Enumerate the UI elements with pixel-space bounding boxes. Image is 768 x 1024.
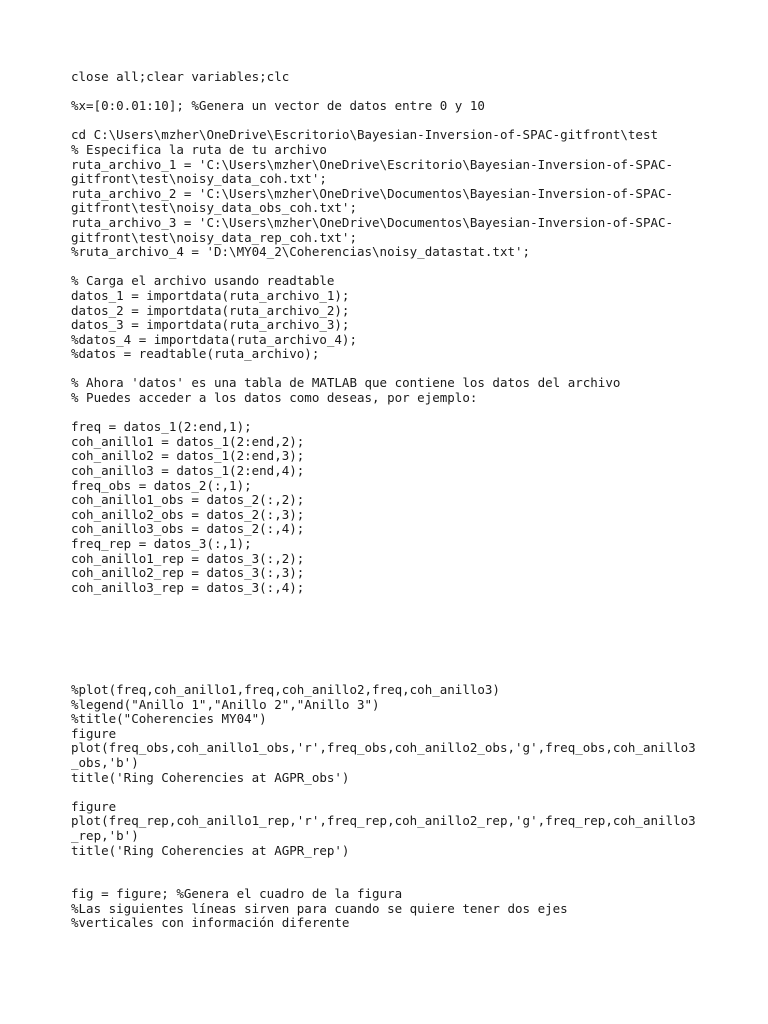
code-line: fig = figure; %Genera el cuadro de la figura xyxy=(71,886,403,902)
code-document xyxy=(71,70,721,931)
code-line: plot(freq_obs,coh_anillo1_obs,'r',freq_obs,coh_anillo2_obs,'g',freq_obs,coh_anillo3 xyxy=(71,740,696,756)
code-line: figure xyxy=(71,798,117,814)
code-line: plot(freq_rep,coh_anillo1_rep,'r',freq_rep,coh_anillo2_rep,'g',freq_rep,coh_anillo3 xyxy=(71,813,696,829)
code-line: freq_rep = datos_3(:,1); xyxy=(71,536,252,551)
comment-line: %legend("Anillo 1","Anillo 2","Anillo 3") xyxy=(71,696,380,712)
comment-line: % Ahora 'datos' es una tabla de MATLAB que contiene los datos del archivo xyxy=(71,375,621,391)
code-line: _obs,'b') xyxy=(71,754,139,770)
code-line: title('Ring Coherencies at AGPR_obs') xyxy=(71,769,350,785)
comment-line: % Carga el archivo usando readtable xyxy=(71,273,335,289)
code-line: coh_anillo2_obs = datos_2(:,3); xyxy=(71,506,305,522)
code-line: coh_anillo1_obs = datos_2(:,2); xyxy=(71,492,305,508)
code-line: ruta_archivo_2 = 'C:\Users\mzher\OneDrive\Documentos\Bayesian-Inversion-of-SPAC- xyxy=(71,185,674,201)
comment-line: %plot(freq,coh_anillo1,freq,coh_anillo2,freq,coh_anillo3) xyxy=(71,681,500,697)
code-line: coh_anillo2_rep = datos_3(:,3); xyxy=(71,565,305,581)
code-line: coh_anillo1 = datos_1(2:end,2); xyxy=(71,433,305,449)
code-line: datos_3 = importdata(ruta_archivo_3); xyxy=(71,317,350,333)
code-line: title('Ring Coherencies at AGPR_rep') xyxy=(71,842,350,858)
comment-line: % Puedes acceder a los datos como deseas, por ejemplo: xyxy=(71,390,478,406)
code-line: gitfront\test\noisy_data_coh.txt'; xyxy=(71,171,327,187)
comment-line: %datos = readtable(ruta_archivo); xyxy=(71,346,320,362)
code-line: _rep,'b') xyxy=(71,827,139,843)
code-line: gitfront\test\noisy_data_obs_coh.txt'; xyxy=(71,200,357,216)
code-line: coh_anillo3_obs = datos_2(:,4); xyxy=(71,521,305,537)
code-line: ruta_archivo_3 = 'C:\Users\mzher\OneDrive\Documentos\Bayesian-Inversion-of-SPAC- xyxy=(71,214,674,230)
comment-line: % Especifica la ruta de tu archivo xyxy=(71,141,327,157)
code-line: freq_obs = datos_2(:,1); xyxy=(71,477,252,493)
code-line: coh_anillo3_rep = datos_3(:,4); xyxy=(71,579,305,595)
code-line: coh_anillo2 = datos_1(2:end,3); xyxy=(71,448,305,464)
comment-line: %ruta_archivo_4 = 'D:\MY04_2\Coherencias\noisy_datastat.txt'; xyxy=(71,244,531,260)
code-line: datos_1 = importdata(ruta_archivo_1); xyxy=(71,287,350,303)
code-line: %x=[0:0.01:10]; %Genera un vector de datos entre 0 y 10 xyxy=(71,98,485,114)
code-line: close all;clear variables;clc xyxy=(71,69,290,84)
code-line: cd C:\Users\mzher\OneDrive\Escritorio\Bayesian-Inversion-of-SPAC-gitfront\test xyxy=(71,127,658,143)
code-line: figure xyxy=(71,725,117,741)
code-line: freq = datos_1(2:end,1); xyxy=(71,419,252,435)
code-line: ruta_archivo_1 = 'C:\Users\mzher\OneDrive\Escritorio\Bayesian-Inversion-of-SPAC- xyxy=(71,156,674,172)
code-line: coh_anillo3 = datos_1(2:end,4); xyxy=(71,463,305,479)
comment-line: %verticales con información diferente xyxy=(71,915,350,931)
code-line: coh_anillo1_rep = datos_3(:,2); xyxy=(71,550,305,566)
comment-line: %datos_4 = importdata(ruta_archivo_4); xyxy=(71,331,357,347)
comment-line: %Las siguientes líneas sirven para cuando se quiere tener dos ejes xyxy=(71,900,568,916)
code-line: datos_2 = importdata(ruta_archivo_2); xyxy=(71,302,350,318)
code-line: gitfront\test\noisy_data_rep_coh.txt'; xyxy=(71,229,357,245)
comment-line: %title("Coherencies MY04") xyxy=(71,711,267,727)
